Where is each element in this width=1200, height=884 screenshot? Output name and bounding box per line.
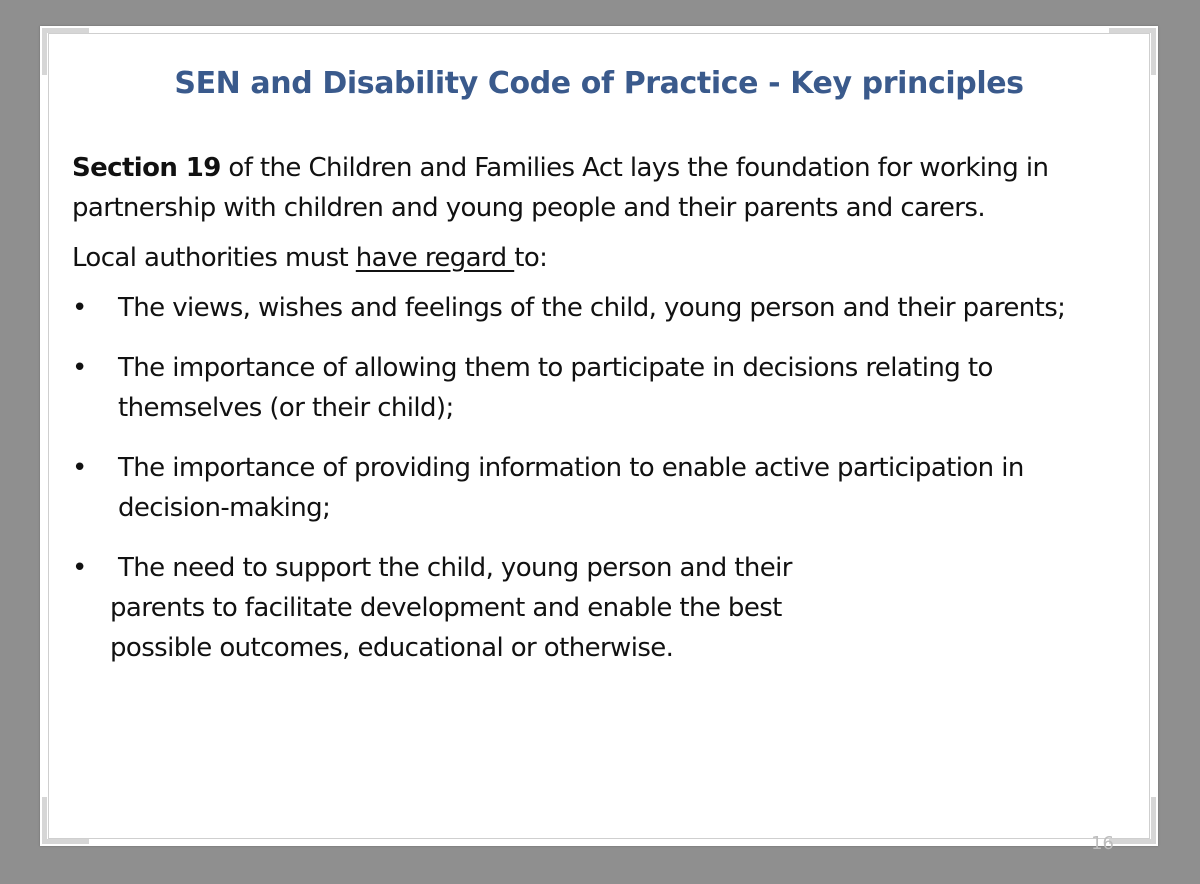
bullet-icon: •: [72, 553, 87, 583]
bullet-icon: •: [72, 293, 87, 323]
list-item-line: possible outcomes, educational or otherwise.: [110, 633, 674, 663]
regard-before: Local authorities must: [72, 243, 356, 273]
intro-paragraph: [72, 148, 1132, 228]
principles-list: [72, 288, 1132, 668]
list-item-text: The views, wishes and feelings of the child, young person and their parents;: [118, 293, 1066, 323]
list-item-line: parents to facilitate development and enable the best: [110, 593, 782, 623]
list-item-text: The importance of allowing them to participate in decisions relating to themselves (or their child);: [118, 353, 993, 423]
list-item: [72, 548, 1132, 668]
corner-bracket-bottom-left: [42, 797, 89, 844]
page-number: 16: [1091, 833, 1114, 854]
bullet-icon: •: [72, 353, 87, 383]
regard-paragraph: [72, 238, 1132, 278]
corner-bracket-bottom-right: [1109, 797, 1156, 844]
intro-text: of the Children and Families Act lays the foundation for working in partnership with children and young people and their parents and carers.: [72, 153, 1049, 223]
bullet-icon: •: [72, 453, 87, 483]
regard-after: to:: [514, 243, 548, 273]
list-item-line: The need to support the child, young person and their: [118, 553, 792, 583]
section-reference: Section 19: [72, 153, 221, 183]
regard-underlined: have regard: [355, 243, 515, 273]
list-item: [72, 288, 1132, 328]
list-item-text: The importance of providing information to enable active participation in decision-making;: [118, 453, 1024, 523]
list-item: [72, 448, 1132, 528]
slide-body: [72, 148, 1132, 688]
slide: [40, 26, 1158, 854]
slide-title: SEN and Disability Code of Practice - Key principles: [174, 66, 1024, 101]
list-item: [72, 348, 1132, 428]
